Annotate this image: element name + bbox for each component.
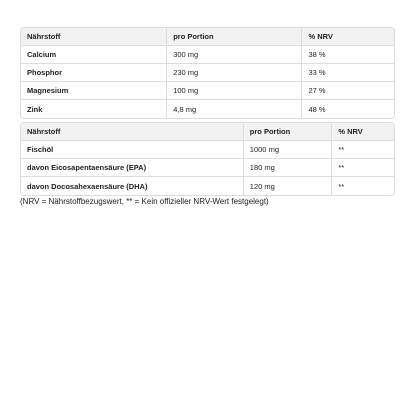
- header-nutrient: Nährstoff: [21, 123, 243, 141]
- nutrient-name: davon Docosahexaensäure (DHA): [27, 181, 148, 191]
- nutrient-amount: 180 mg: [243, 159, 332, 177]
- nutrient-name: Zink: [27, 104, 43, 114]
- nutrient-name: Fischöl: [21, 141, 243, 159]
- nutrient-nrv: 48 %: [301, 100, 394, 118]
- nutrient-amount: 230 mg: [166, 64, 301, 82]
- nutrient-nrv: 33 %: [301, 64, 394, 82]
- header-nrv: % NRV: [301, 28, 394, 46]
- table-row: [21, 64, 394, 82]
- table-row: [21, 100, 394, 118]
- nutrient-amount: 4,8 mg: [166, 100, 301, 118]
- nutrient-amount: 100 mg: [166, 82, 301, 100]
- nutrient-amount: 120 mg: [243, 177, 332, 195]
- header-per-portion: pro Portion: [243, 123, 332, 141]
- nutrient-name: Calcium: [21, 46, 166, 64]
- header-nrv: % NRV: [331, 123, 394, 141]
- nutrient-amount: 1000 mg: [243, 141, 332, 159]
- table-row: [21, 159, 394, 177]
- table-row: [21, 141, 394, 159]
- nutrient-nrv: **: [331, 177, 394, 195]
- nutrient-nrv: 38 %: [301, 46, 394, 64]
- nutrient-nrv: **: [331, 141, 394, 159]
- table-row: [21, 177, 394, 195]
- nutrient-nrv: 27 %: [301, 82, 394, 100]
- nutrient-name: Magnesium: [21, 82, 166, 100]
- header-per-portion: pro Portion: [166, 28, 301, 46]
- nutrient-amount: 300 mg: [166, 46, 301, 64]
- nutrient-table-minerals: [20, 27, 395, 119]
- table-header-row: [21, 123, 394, 141]
- nrv-footnote: (NRV = Nährstoffbezugswert, ** = Kein offizieller NRV-Wert festgelegt): [20, 197, 269, 206]
- header-nutrient: Nährstoff: [21, 28, 166, 46]
- nutrient-name: davon Eicosapentaensäure (EPA): [21, 159, 243, 177]
- nutrient-table-fish-oil: [20, 122, 395, 196]
- table-header-row: [21, 28, 394, 46]
- table-row: [21, 46, 394, 64]
- nutrient-name: Phosphor: [21, 64, 166, 82]
- table-row: [21, 82, 394, 100]
- nutrient-nrv: **: [331, 159, 394, 177]
